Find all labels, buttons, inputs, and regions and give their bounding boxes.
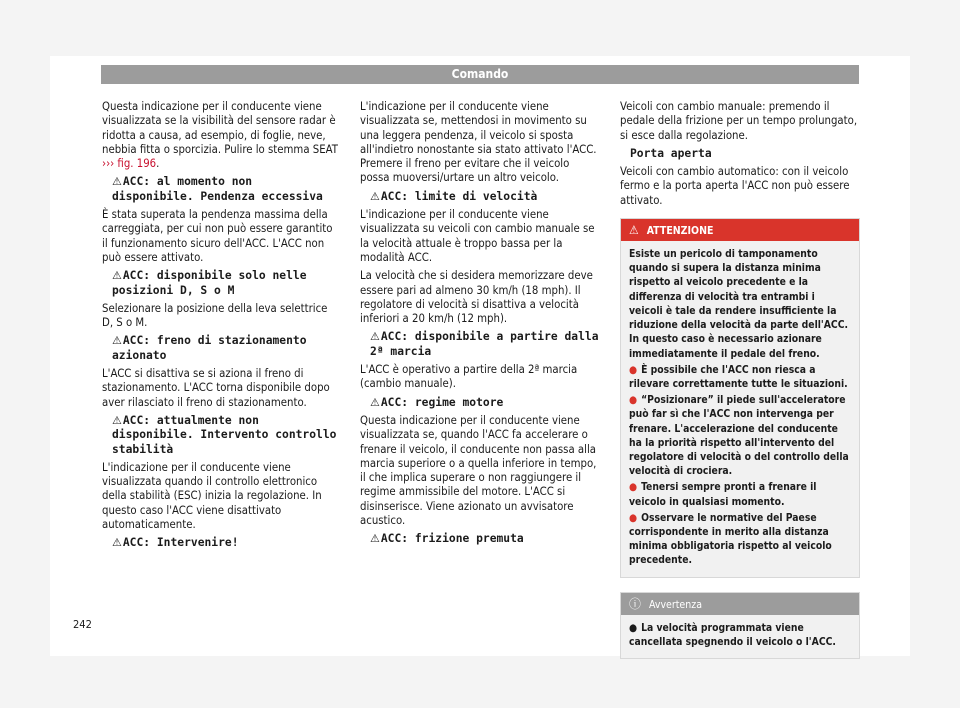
paragraph: L'indicazione per il conducente viene visualizzata quando il controllo elettronico della stabilità (ESC) inizia la regolazione. In questo caso l'ACC viene disattivato automaticamente. <box>102 460 322 532</box>
paragraph: L'indicazione per il conducente viene visualizzata su veicoli con cambio manuale se la velocità attuale è troppo bassa per la modalità ACC. <box>360 208 595 264</box>
paragraph: È stata superata la pendenza massima della carreggiata, per cui non può essere garantito il funzionamento sicuro dell'ACC. L'ACC non può essere attivato. <box>102 208 333 264</box>
warning-header: ⚠ ATTENZIONE <box>621 219 859 241</box>
warning-bullet: ● Tenersi sempre pronti a frenare il veicolo in qualsiasi momento. <box>629 481 817 508</box>
acc-car-icon: ⚠ <box>370 532 380 546</box>
acc-car-icon: ⚠ <box>370 330 380 344</box>
acc-car-icon: ⚠ <box>112 536 122 550</box>
paragraph: Selezionare la posizione della leva selettrice D, S o M. <box>102 301 328 330</box>
acc-message: ⚠ACC: al momento non disponibile. Pendenza eccessiva <box>112 175 323 203</box>
paragraph: Veicoli con cambio manuale: premendo il pedale della frizione per un tempo prolungato, si esce dalla regolazione. <box>620 100 858 142</box>
note-header: ⓘ Avvertenza <box>621 593 859 615</box>
page-number: 242 <box>73 618 92 631</box>
paragraph: La velocità che si desidera memorizzare deve essere pari ad almeno 30 km/h (18 mph). Il regolatore di velocità si disattiva a velocità inferiori a 20 km/h (12 mph). <box>360 269 593 326</box>
acc-message: ⚠ACC: regime motore <box>370 395 504 409</box>
warning-body <box>621 241 859 576</box>
paragraph: L'indicazione per il conducente viene visualizzata se, mettendosi in movimento su una leggera pendenza, il veicolo si sposta all'indietro nonostante sia stato attivato l'ACC. Premere il freno per evitare che il veicolo possa muoversi/urtare un altro veicolo. <box>360 100 597 185</box>
note-bullet: ● La velocità programmata viene cancellata spegnendo il veicolo o l'ACC. <box>629 621 836 648</box>
note-body <box>621 615 859 658</box>
info-icon: ⓘ <box>629 596 642 611</box>
paragraph: Questa indicazione per il conducente viene visualizzata se, quando l'ACC fa accelerare o frenare il veicolo, il conducente non passa alla marcia superiore o a quella inferiore in tempo, il che implica superare o non raggiungere il regime ammissibile del motore. L'ACC si disinserisce. Viene azionato un avvisatore acustico. <box>360 413 597 528</box>
warning-intro: Esiste un pericolo di tamponamento quando si supera la distanza minima rispetto al veicolo precedente e la differenza di velocità tra entrambi i veicoli è tale da rendere insufficiente la riduzione della velocità da parte dell'ACC. In questo caso è necessario azionare immediatamente il pedale del freno. <box>629 248 849 360</box>
section-header: Comando <box>101 65 859 84</box>
acc-car-icon: ⚠ <box>112 334 122 348</box>
bullet-icon: ● <box>629 621 638 634</box>
warning-bullet: ● Osservare le normative del Paese corrispondente in merito alla distanza minima obbligatoria rispetto al veicolo precedente. <box>629 511 832 567</box>
bullet-icon: ● <box>629 481 638 494</box>
column-1 <box>102 100 338 555</box>
acc-message: ⚠ACC: disponibile a partire dalla 2ª marcia <box>370 330 599 358</box>
acc-car-icon: ⚠ <box>112 413 122 427</box>
acc-car-icon: ⚠ <box>112 175 122 189</box>
warning-triangle-icon: ⚠ <box>629 223 639 238</box>
bullet-icon: ● <box>629 394 638 407</box>
paragraph: Questa indicazione per il conducente viene visualizzata se la visibilità del sensore radar è ridotta a causa, ad esempio, di foglie, neve, nebbia fitta o sporcizia. Pulire lo stemma SEAT ››› fig. 196. <box>102 100 338 171</box>
figure-reference-link[interactable]: ››› fig. 196 <box>102 157 157 171</box>
acc-car-icon: ⚠ <box>370 189 380 203</box>
acc-message: ⚠ACC: disponibile solo nelle posizioni D, S o M <box>112 269 307 297</box>
acc-message: ⚠ACC: frizione premuta <box>370 532 524 546</box>
paragraph: Veicoli con cambio automatico: con il veicolo fermo e la porta aperta l'ACC non può essere attivato. <box>620 165 850 207</box>
acc-car-icon: ⚠ <box>112 269 122 283</box>
acc-car-icon: ⚠ <box>370 395 380 409</box>
paragraph: L'ACC si disattiva se si aziona il freno di stazionamento. L'ACC torna disponibile dopo aver rilasciato il freno di stazionamento. <box>102 367 330 409</box>
paragraph: L'ACC è operativo a partire della 2ª marcia (cambio manuale). <box>360 363 578 391</box>
acc-message: ⚠ACC: limite di velocità <box>370 189 538 203</box>
acc-message: ⚠ACC: freno di stazionamento azionato <box>112 334 307 362</box>
warning-box <box>620 218 860 577</box>
note-box <box>620 592 860 659</box>
warning-bullet: ● “Posizionare” il piede sull'acceleratore può far sì che l'ACC non intervenga per frenare. L'accelerazione del conducente ha la priorità rispetto all'intervento del regolatore di velocità o del controllo della velocità di crociera. <box>629 394 849 478</box>
door-open-message: Porta aperta <box>630 146 712 160</box>
column-2 <box>360 100 600 551</box>
column-3 <box>620 100 860 659</box>
warning-bullet: ● È possibile che l'ACC non riesca a rilevare correttamente tutte le situazioni. <box>629 363 848 390</box>
acc-message: ⚠ACC: Intervenire! <box>112 536 239 550</box>
bullet-icon: ● <box>629 511 638 524</box>
bullet-icon: ● <box>629 363 638 376</box>
acc-message: ⚠ACC: attualmente non disponibile. Intervento controllo stabilità <box>112 413 337 456</box>
